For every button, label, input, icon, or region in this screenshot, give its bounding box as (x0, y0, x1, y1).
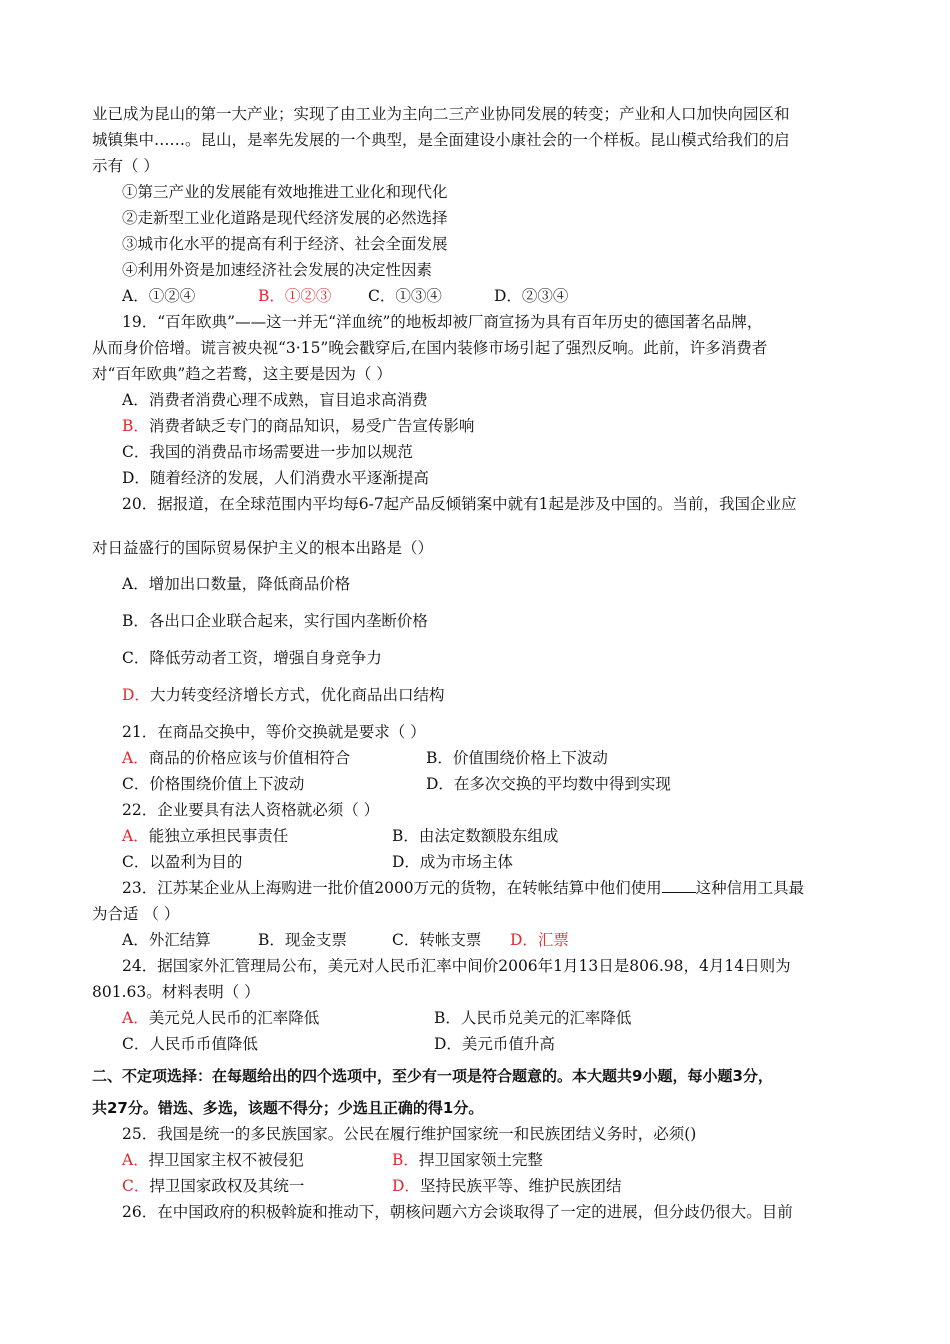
q19-option-c: C．我国的消费品市场需要进一步加以规范 (122, 443, 413, 461)
q21-option-a (122, 748, 350, 768)
q22-option-c: C．以盈利为目的 (122, 853, 243, 871)
q19-option-b (122, 416, 474, 436)
q18-option-c: C．①③④ (368, 287, 442, 305)
q18-option-d: D．②③④ (494, 287, 569, 305)
q25-option-b-text: 捍卫国家领土完整 (418, 1151, 543, 1169)
q25-option-a-letter: A． (122, 1151, 149, 1169)
q18-statement-3: ③城市化水平的提高有利于经济、社会全面发展 (122, 235, 448, 253)
q20-text-line-2: 对日益盛行的国际贸易保护主义的根本出路是（） (92, 539, 434, 557)
q25-option-d (392, 1176, 621, 1196)
q18-statement-4: ④利用外资是加速经济社会发展的决定性因素 (122, 261, 433, 279)
q23-option-c: C．转帐支票 (392, 931, 482, 949)
q21-option-d: D．在多次交换的平均数中得到实现 (426, 775, 671, 793)
q24-option-d: D．美元币值升高 (434, 1035, 555, 1053)
q24-option-a-letter: A． (122, 1009, 149, 1027)
q24-option-a (122, 1008, 319, 1028)
q20-option-b: B．各出口企业联合起来，实行国内垄断价格 (122, 612, 428, 630)
q24-text-line-2: 801.63。材料表明（ ） (92, 983, 260, 1001)
q23-text-after-blank: 这种信用工具最 (695, 879, 805, 897)
q19-option-b-letter: B． (122, 417, 149, 435)
q25-option-d-letter: D． (392, 1177, 420, 1195)
q23-option-a: A．外汇结算 (122, 931, 211, 949)
q25-option-c-letter: C． (122, 1177, 150, 1195)
q23-text-before-blank: 23．江苏某企业从上海购进一批价值2000万元的货物，在转帐结算中他们使用 (122, 879, 662, 897)
q18-option-b: B．①②③ (258, 287, 332, 305)
q20-option-d (122, 685, 444, 705)
q18-text-line-1: 业已成为昆山的第一大产业；实现了由工业为主向二三产业协同发展的转变；产业和人口加快向园区和 (92, 105, 790, 123)
q23-text-line-2: 为合适 （ ） (92, 905, 180, 923)
q23-answer-blank (662, 878, 696, 893)
q25-option-c (122, 1176, 304, 1196)
q19-text-line-2: 从而身价倍增。谎言被央视“3·15”晚会戳穿后,在国内装修市场引起了强烈反响。此前，许多消费者 (92, 339, 768, 357)
q24-option-a-text: 美元兑人民币的汇率降低 (148, 1009, 320, 1027)
q22-option-a-letter: A． (122, 827, 149, 845)
q18-text-line-3: 示有（ ） (92, 157, 159, 175)
q23-text-line-1 (122, 878, 804, 898)
q22-text: 22．企业要具有法人资格就必须（ ） (122, 801, 380, 819)
q18-option-a: A．①②④ (122, 287, 196, 305)
q19-text-line-1: 19．“百年欧典”——这一并无“洋血统”的地板却被厂商宣扬为具有百年历史的德国著名品牌， (122, 313, 763, 331)
q23-option-b: B．现金支票 (258, 931, 347, 949)
section-heading-line-2: 共27分。错选、多选，该题不得分；少选且正确的得1分。 (92, 1099, 484, 1117)
q25-option-d-text: 坚持民族平等、维护民族团结 (419, 1177, 622, 1195)
q21-option-b: B．价值围绕价格上下波动 (426, 749, 608, 767)
q22-option-d: D．成为市场主体 (392, 853, 513, 871)
q24-text-line-1: 24．据国家外汇管理局公布，美元对人民币汇率中间价2006年1月13日是806.98，4月14日则为 (122, 957, 791, 975)
q20-option-d-text: 大力转变经济增长方式，优化商品出口结构 (149, 686, 445, 704)
q21-text: 21．在商品交换中，等价交换就是要求（ ） (122, 723, 426, 741)
q22-option-a-text: 能独立承担民事责任 (148, 827, 289, 845)
q21-option-a-text: 商品的价格应该与价值相符合 (148, 749, 351, 767)
q25-option-c-text: 捍卫国家政权及其统一 (149, 1177, 305, 1195)
q19-option-a: A．消费者消费心理不成熟，盲目追求高消费 (122, 391, 428, 409)
q25-option-a-text: 捍卫国家主权不被侵犯 (148, 1151, 304, 1169)
q24-option-b: B．人民币兑美元的汇率降低 (434, 1009, 632, 1027)
q21-option-c: C．价格围绕价值上下波动 (122, 775, 305, 793)
q19-text-line-3: 对“百年欧典”趋之若鹜，这主要是因为（ ） (92, 365, 392, 383)
q20-option-d-letter: D． (122, 686, 150, 704)
q26-text-line-1: 26．在中国政府的积极斡旋和推动下，朝核问题六方会谈取得了一定的进展，但分歧仍很大。目前 (122, 1203, 793, 1221)
section-heading-line-1: 二、不定项选择：在每题给出的四个选项中，至少有一项是符合题意的。本大题共9小题，每小题3分， (92, 1067, 773, 1085)
q20-option-a: A．增加出口数量，降低商品价格 (122, 575, 351, 593)
q25-option-b (392, 1150, 543, 1170)
q22-option-a (122, 826, 288, 846)
q25-option-a (122, 1150, 304, 1170)
q19-option-b-text: 消费者缺乏专门的商品知识，易受广告宣传影响 (148, 417, 475, 435)
q23-option-d: D．汇票 (510, 931, 569, 949)
q22-option-b: B．由法定数额股东组成 (392, 827, 559, 845)
q18-statement-2: ②走新型工业化道路是现代经济发展的必然选择 (122, 209, 448, 227)
q24-option-c: C．人民币币值降低 (122, 1035, 258, 1053)
q18-statement-1: ①第三产业的发展能有效地推进工业化和现代化 (122, 183, 448, 201)
q21-option-a-letter: A． (122, 749, 149, 767)
q25-text: 25．我国是统一的多民族国家。公民在履行维护国家统一和民族团结义务时，必须() (122, 1125, 697, 1143)
q19-option-d: D．随着经济的发展，人们消费水平逐渐提高 (122, 469, 429, 487)
q20-option-c: C．降低劳动者工资，增强自身竞争力 (122, 649, 382, 667)
q18-text-line-2: 城镇集中……。昆山，是率先发展的一个典型，是全面建设小康社会的一个样板。昆山模式给我们的启 (92, 131, 790, 149)
q20-text-line-1: 20．据报道，在全球范围内平均每6-7起产品反倾销案中就有1起是涉及中国的。当前，我国企业应 (122, 495, 797, 513)
q25-option-b-letter: B． (392, 1151, 419, 1169)
